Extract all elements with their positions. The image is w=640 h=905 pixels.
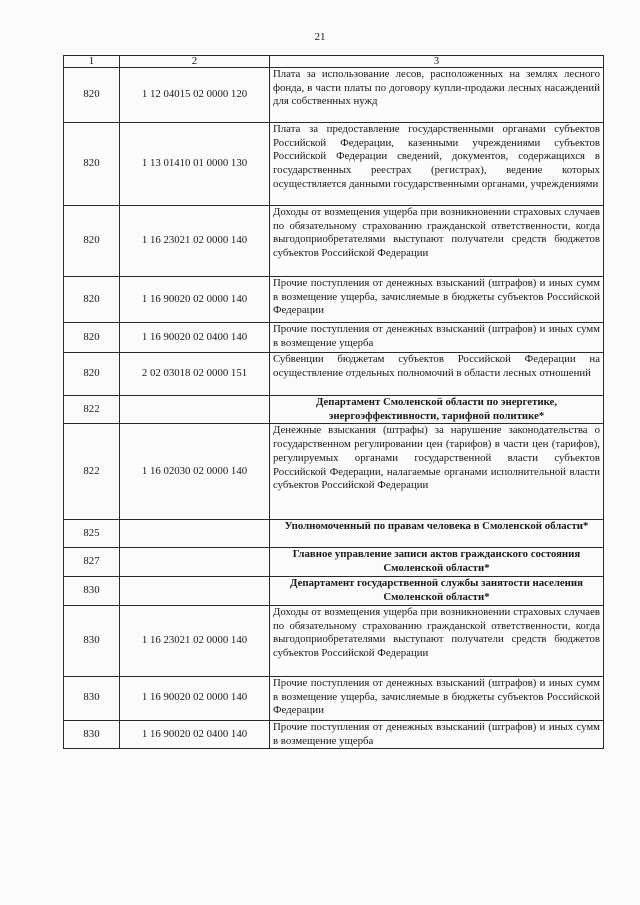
table-row <box>64 68 604 123</box>
revenue-codes-table <box>63 55 604 749</box>
table-row <box>64 277 604 323</box>
table-row-section-header <box>64 396 604 424</box>
description-cell: Плата за предоставление государственными органами субъектов Российской Федерации, казенными учреждениями субъектов Российской Федерации сведений, документов, содержащихся в государственных реестрах (регистрах), ведение которых осуществляется данными государственными органами, учреждениями <box>270 123 604 206</box>
admin-code-cell: 820 <box>64 323 120 353</box>
admin-code-cell: 820 <box>64 353 120 396</box>
table-row-section-header <box>64 548 604 576</box>
department-heading-cell: Уполномоченный по правам человека в Смоленской области* <box>270 520 604 548</box>
table-row-section-header <box>64 520 604 548</box>
revenue-code-cell <box>120 520 270 548</box>
table-row <box>64 206 604 277</box>
page-number: 21 <box>314 31 326 43</box>
revenue-code-cell: 1 16 90020 02 0000 140 <box>120 676 270 720</box>
table-row <box>64 676 604 720</box>
description-cell: Прочие поступления от денежных взысканий (штрафов) и иных сумм в возмещение ущерба <box>270 323 604 353</box>
description-cell: Прочие поступления от денежных взысканий (штрафов) и иных сумм в возмещение ущерба, зачисляемые в бюджеты субъектов Российской Федерации <box>270 676 604 720</box>
admin-code-cell: 820 <box>64 68 120 123</box>
table-row <box>64 353 604 396</box>
revenue-code-cell <box>120 548 270 576</box>
description-cell: Прочие поступления от денежных взысканий (штрафов) и иных сумм в возмещение ущерба, зачисляемые в бюджеты субъектов Российской Федерации <box>270 277 604 323</box>
admin-code-cell: 822 <box>64 396 120 424</box>
department-heading-cell: Департамент государственной службы занятости населения Смоленской области* <box>270 576 604 605</box>
description-cell: Доходы от возмещения ущерба при возникновении страховых случаев по обязательному страхованию гражданской ответственности, когда выгодоприобретателями выступают получатели средств бюджетов субъектов Российской Федерации <box>270 605 604 676</box>
description-cell: Доходы от возмещения ущерба при возникновении страховых случаев по обязательному страхованию гражданской ответственности, когда выгодоприобретателями выступают получатели средств бюджетов субъектов Российской Федерации <box>270 206 604 277</box>
column-header-admin: 1 <box>64 56 120 68</box>
admin-code-cell: 827 <box>64 548 120 576</box>
revenue-code-cell: 1 16 90020 02 0400 140 <box>120 323 270 353</box>
table-row <box>64 323 604 353</box>
revenue-code-cell: 1 12 04015 02 0000 120 <box>120 68 270 123</box>
revenue-code-cell <box>120 396 270 424</box>
table-header-row <box>64 56 604 68</box>
department-heading-cell: Главное управление записи актов гражданского состояния Смоленской области* <box>270 548 604 576</box>
revenue-code-cell <box>120 576 270 605</box>
revenue-code-cell: 1 16 02030 02 0000 140 <box>120 424 270 520</box>
table-row <box>64 720 604 748</box>
admin-code-cell: 830 <box>64 720 120 748</box>
revenue-code-cell: 1 13 01410 01 0000 130 <box>120 123 270 206</box>
description-cell: Плата за использование лесов, расположенных на землях лесного фонда, в части платы по договору купли-продажи лесных насаждений для собственных нужд <box>270 68 604 123</box>
admin-code-cell: 822 <box>64 424 120 520</box>
table-row <box>64 424 604 520</box>
revenue-code-cell: 1 16 90020 02 0000 140 <box>120 277 270 323</box>
table-row <box>64 123 604 206</box>
description-cell: Денежные взыскания (штрафы) за нарушение законодательства о государственном регулировании цен (тарифов) в части цен (тарифов), регулируемых органами государственной власти субъектов Российской Федерации, налагаемые органами исполнительной власти субъектов Российской Федерации <box>270 424 604 520</box>
revenue-code-cell: 1 16 23021 02 0000 140 <box>120 605 270 676</box>
admin-code-cell: 830 <box>64 605 120 676</box>
admin-code-cell: 830 <box>64 576 120 605</box>
column-header-code: 2 <box>120 56 270 68</box>
admin-code-cell: 825 <box>64 520 120 548</box>
column-header-description: 3 <box>270 56 604 68</box>
revenue-code-cell: 1 16 90020 02 0400 140 <box>120 720 270 748</box>
revenue-code-cell: 2 02 03018 02 0000 151 <box>120 353 270 396</box>
table-row <box>64 605 604 676</box>
revenue-code-cell: 1 16 23021 02 0000 140 <box>120 206 270 277</box>
table-row-section-header <box>64 576 604 605</box>
department-heading-cell: Департамент Смоленской области по энергетике, энергоэффективности, тарифной политике* <box>270 396 604 424</box>
admin-code-cell: 820 <box>64 277 120 323</box>
description-cell: Субвенции бюджетам субъектов Российской Федерации на осуществление отдельных полномочий в области лесных отношений <box>270 353 604 396</box>
description-cell: Прочие поступления от денежных взысканий (штрафов) и иных сумм в возмещение ущерба <box>270 720 604 748</box>
admin-code-cell: 820 <box>64 123 120 206</box>
admin-code-cell: 820 <box>64 206 120 277</box>
admin-code-cell: 830 <box>64 676 120 720</box>
